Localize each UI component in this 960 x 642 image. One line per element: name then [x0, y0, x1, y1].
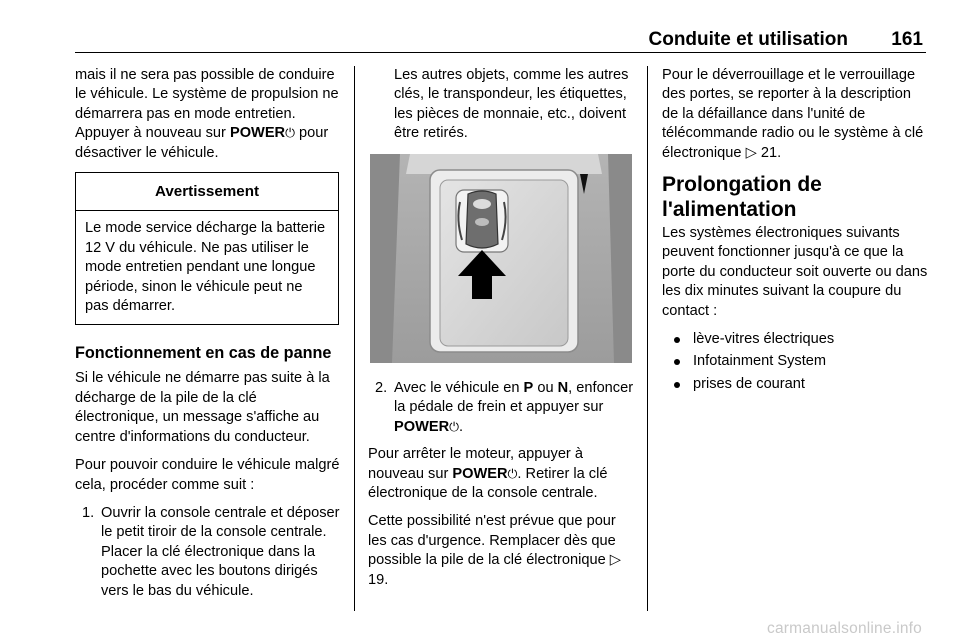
column-right [662, 66, 928, 397]
power-icon: ⏻ [449, 419, 460, 434]
section-title: Conduite et utilisation [648, 29, 848, 50]
steps-list [75, 504, 341, 601]
paragraph: mais il ne sera pas possible de conduire le véhicule. Le système de propulsion ne démarrera pas en mode entretien. Appuyer à nouveau sur POWER⏻ pour désactiver le véhicule. [75, 67, 339, 161]
list-item: 2. Avec le véhicule en P ou N, enfoncer la pédale de frein et appuyer sur POWER⏻. [375, 380, 634, 435]
power-keyword: POWER [229, 125, 286, 142]
steps-list [368, 379, 634, 437]
paragraph: Si le véhicule ne démarre pas suite à la décharge de la pile de la clé électronique, un message s'affiche au centre d'informations du conducteur. [75, 370, 330, 445]
page-reference[interactable]: 21. [760, 144, 782, 161]
page-reference[interactable]: 19. [368, 571, 389, 588]
paragraph: Cette possibilité n'est prévue que pour les cas d'urgence. Remplacer dès que possible la pile de la clé électronique ▷ 19. [368, 513, 621, 588]
column-divider [647, 66, 648, 611]
bullet-list [662, 330, 928, 394]
section-heading: Fonctionnement en cas de panne [75, 344, 332, 363]
page-header [75, 26, 926, 53]
list-item: Infotainment System [662, 352, 928, 371]
key-pocket-illustration [370, 154, 632, 363]
page-number: 161 [891, 29, 923, 50]
power-keyword: POWER [394, 418, 450, 435]
paragraph: Pour le déverrouillage et le verrouillage des portes, se reporter à la description de la défaillance dans l'unité de télécommande radio ou le système à clé électronique ▷ 21. [662, 67, 924, 161]
paragraph: Les autres objets, comme les autres clés, le transpondeur, les étiquettes, les pièces de monnaie, etc., doivent être retirés. [394, 67, 629, 142]
paragraph: Pour arrêter le moteur, appuyer à nouveau sur POWER⏻. Retirer la clé électronique de la console centrale. [368, 446, 608, 502]
page-reference-arrow-icon: ▷ [745, 144, 757, 161]
page-reference-arrow-icon: ▷ [609, 552, 621, 569]
warning-title: Avertissement [76, 173, 338, 211]
power-icon: ⏻ [507, 466, 518, 481]
list-item: 1. Ouvrir la console centrale et déposer le petit tiroir de la console centrale. Placer la clé électronique dans la pochette avec les boutons dirigés vers le bas du véhicule. [82, 504, 340, 599]
column-middle [368, 66, 634, 599]
section-heading: Prolongation de l'alimentation [662, 173, 822, 222]
column-divider [354, 66, 355, 611]
list-item: prises de courant [662, 375, 928, 394]
warning-box [75, 172, 339, 325]
watermark: carmanualsonline.info [767, 620, 922, 637]
power-keyword: POWER [452, 465, 508, 482]
list-item: lève-vitres électriques [662, 330, 928, 349]
power-icon: ⏻ [285, 126, 295, 141]
paragraph: Pour pouvoir conduire le véhicule malgré cela, procéder comme suit : [75, 457, 340, 493]
paragraph: Les systèmes électroniques suivants peuvent fonctionner jusqu'à ce que la porte du conducteur soit ouverte ou dans les dix minutes suivant la coupure du contact : [662, 225, 928, 319]
column-left [75, 66, 341, 609]
warning-body: Le mode service décharge la batterie 12 V du véhicule. Ne pas utiliser le mode entretien pendant une longue période, sinon le véhicule peut ne pas démarrer. [85, 220, 326, 315]
